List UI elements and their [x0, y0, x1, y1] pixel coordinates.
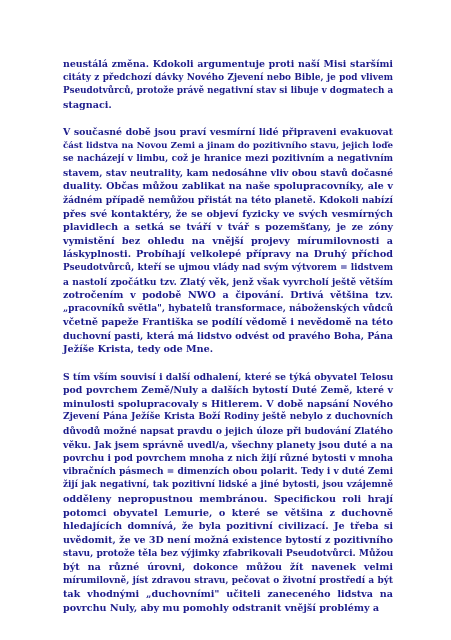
- document-body: [63, 58, 393, 629]
- text-line: Zjevení Pána Ježíše Krista Boží Rodiny ještě nebylo z duchovních: [63, 412, 393, 423]
- text-line: stavu, protože těla bez výjimky zfabrikovali Pseudotvůrci. Můžou: [63, 548, 394, 560]
- text-line: potomci obyvatel Lemurie, o které se většina z duchovně: [63, 507, 393, 519]
- text-line: mírumilovně, jíst zdravou stravu, pečovat o životní prostředí a být: [63, 575, 393, 586]
- text-line: odděleny nepropustnou membránou. Specifickou roli hrají: [63, 494, 393, 505]
- text-line: „pracovníků světla", hybatelů transformace, náboženských vůdců: [63, 303, 393, 314]
- text-line: stavem, stav neutrality, kam nedosáhne vliv obou stavů dočasné: [63, 167, 393, 179]
- text-line: duality. Občas můžou zablikat na naše spolupracovníky, ale v: [63, 181, 393, 193]
- text-line: zotročením v podobě NWO a čipování. Drtivá většina tzv.: [63, 290, 393, 302]
- paragraph: [63, 371, 393, 616]
- text-line: plavidlech a setká se tváří v tvář s pozemšťany, je ze zóny: [63, 222, 393, 234]
- text-line: hledajících domnívá, že byla pozitivní civilizací. Je třeba si: [63, 521, 393, 533]
- text-line: přes své kontaktéry, že se objeví fyzicky ve svých vesmírných: [63, 208, 393, 220]
- text-line: a nastolí zpočátku tzv. Zlatý věk, jenž však vyvrcholí ještě větším: [63, 276, 393, 288]
- text-line: povrchu Nuly, aby mu pomohly odstranit vnější problémy a: [63, 602, 380, 614]
- text-line: duchovní pasti, která má lidstvo odvést od pravého Boha, Pána: [63, 330, 393, 342]
- text-line: neustálá změna. Kdokoli argumentuje proti naší Misi staršími: [63, 59, 393, 70]
- text-line: Pseudotvůrců, kteří se ujmou vlády nad svým výtvorem = lidstvem: [63, 262, 393, 273]
- text-line: žádném případě nemůžou přistát na této planetě. Kdokoli nabízí: [63, 194, 393, 206]
- text-line: důvodů možné napsat pravdu o jejich úloze při budování Zlatého: [63, 426, 393, 438]
- text-line: část lidstva na Novou Zemi a jinam do pozitivního stavu, jejich loďe: [63, 140, 393, 151]
- text-line: Pseudotvůrců, protože právě negativní stav si libuje v dogmatech a: [63, 86, 394, 97]
- text-line: S tím vším souvisí i další odhalení, které se týká obyvatel Telosu: [63, 371, 394, 383]
- text-line: žijí jak negativní, tak pozitivní lidské a jiné bytosti, jsou vzájemně: [63, 480, 393, 491]
- text-line: vibračních pásmech = dimenzích obou polarit. Tedy i v duté Zemi: [63, 466, 393, 477]
- text-line: uvědomit, že ve 3D není možná existence bytostí z pozitivního: [63, 534, 393, 546]
- text-line: povrchu i pod povrchem mnoha z nich žijí různé bytosti v mnoha: [63, 453, 393, 465]
- paragraph: [63, 58, 393, 112]
- text-line: stagnaci.: [63, 99, 112, 111]
- text-line: tak vhodnými „duchovními" učiteli zaneceného lidstva na: [63, 589, 393, 601]
- text-line: včetně papeže Františka se podílí vědomě i nevědomě na této: [63, 317, 393, 329]
- text-line: pod povrchem Země/Nuly a dalších bytostí Duté Země, které v: [63, 385, 393, 397]
- text-line: V současné době jsou praví vesmírní lidé připraveni evakuovat: [63, 126, 393, 138]
- text-line: věku. Jak jsem správně uvedl/a, všechny planety jsou duté a na: [63, 439, 393, 451]
- paragraph: [63, 126, 393, 357]
- text-line: se nacházejí v limbu, což je hranice mezi pozitivním a negativním: [63, 154, 393, 165]
- text-line: minulosti spolupracovaly s Hitlerem. V době napsání Nového: [63, 398, 393, 410]
- text-line: citáty z předchozí dávky Nového Zjevení nebo Bible, je pod vlivem: [63, 72, 393, 83]
- text-line: Ježíše Krista, tedy ode Mne.: [63, 344, 214, 356]
- text-line: být na různé úrovni, dokonce můžou žít navenek velmi: [63, 561, 393, 573]
- text-line: vymistění bez ohledu na vnější projevy mírumilovnosti a: [63, 235, 393, 247]
- text-line: láskyplnosti. Probíhají velkolepé přípravy na Druhý příchod: [63, 249, 393, 261]
